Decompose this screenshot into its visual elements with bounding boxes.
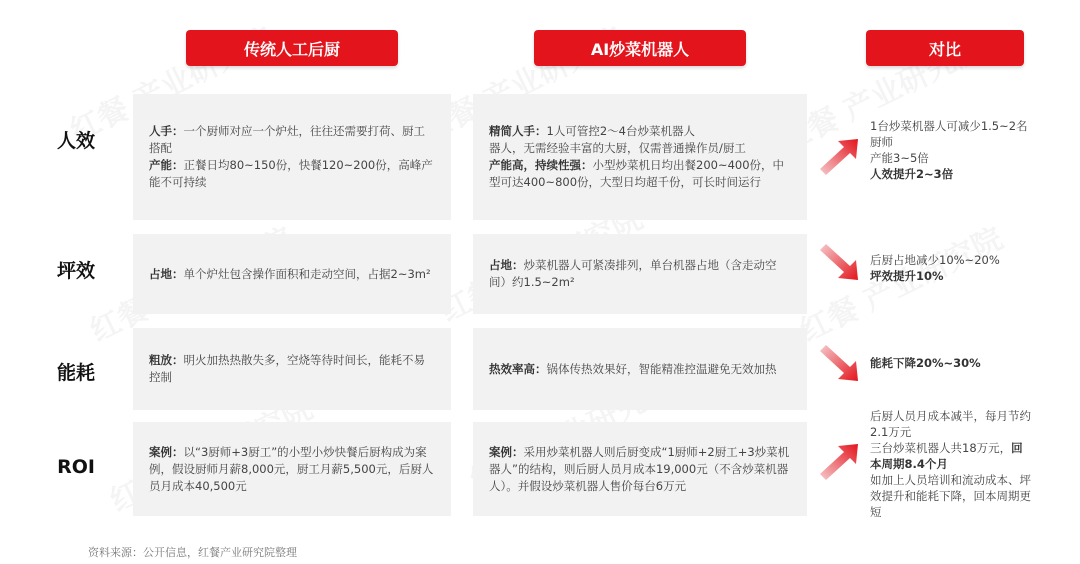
increase-arrow-icon <box>816 440 862 480</box>
text: 明火加热热散失多，空烧等待时间长，能耗不易控制 <box>149 353 425 384</box>
text: 采用炒菜机器人则后厨变成“1厨师+2厨工+3炒菜机器人”的结构，则后厨人员月成本19,000元（不含炒菜机器人）。并假设炒菜机器人售价每台6万元 <box>489 444 790 493</box>
key: 精简人手： <box>489 124 547 138</box>
key: 产能高，持续性强： <box>489 158 593 172</box>
ai-renxiao-box <box>473 94 807 220</box>
header-compare: 对比 <box>866 30 1024 66</box>
ai-roi-box <box>473 422 807 516</box>
key: 占地： <box>149 266 184 281</box>
compare-highlight: 坪效提升10% <box>870 269 944 283</box>
text: 单个炉灶包含操作面积和走动空间，占据2~3m² <box>183 266 431 281</box>
compare-line: 三台炒菜机器人共18万元， <box>870 441 1012 455</box>
row-label-renxiao: 人效 <box>56 130 95 152</box>
source-note: 资料来源：公开信息，红餐产业研究院整理 <box>88 546 297 559</box>
row-label-nenghao: 能耗 <box>56 362 95 384</box>
text: 以“3厨师+3厨工”的小型小炒快餐后厨构成为案例，假设厨师月薪8,000元，厨工月薪5,500元，后厨人员月成本40,500元 <box>149 444 434 493</box>
compare-roi <box>870 408 1032 520</box>
text: 锅体传热效果好，智能精准控温避免无效加热 <box>546 361 777 376</box>
text: 器人，无需经验丰富的大厨，仅需普通操作员/厨工 <box>489 141 746 155</box>
ai-pingxiao-box <box>473 234 807 314</box>
key: 案例： <box>489 444 524 459</box>
text: 正餐日均80~150份，快餐120~200份，高峰产能不可持续 <box>149 158 433 189</box>
key: 案例： <box>149 444 184 459</box>
compare-highlight: 能耗下降20%~30% <box>870 356 981 370</box>
decrease-arrow-icon <box>816 244 862 284</box>
key: 占地： <box>489 258 524 272</box>
key: 粗放： <box>149 353 184 367</box>
ai-nenghao-box <box>473 328 807 410</box>
text: 炒菜机器人可紧凑排列，单台机器占地（含走动空间）约1.5~2m² <box>489 258 777 289</box>
traditional-pingxiao-box <box>133 234 451 314</box>
row-label-roi: ROI <box>57 456 95 478</box>
compare-line: 如加上人员培训和流动成本、坪效提升和能耗下降，回本周期更短 <box>870 473 1031 519</box>
key: 产能： <box>149 158 184 172</box>
text: 一个厨师对应一个炉灶，往往还需要打荷、厨工搭配 <box>149 124 425 155</box>
compare-line: 产能3~5倍 <box>870 151 929 165</box>
compare-nenghao <box>870 355 1030 371</box>
compare-line: 1台炒菜机器人可减少1.5~2名厨师 <box>870 119 1028 149</box>
compare-highlight: 人效提升2~3倍 <box>870 167 954 181</box>
key: 热效率高： <box>489 361 547 376</box>
compare-highlight: 回本周期8.4个月 <box>870 441 1023 471</box>
header-traditional: 传统人工后厨 <box>186 30 398 66</box>
compare-line: 后厨占地减少10%~20% <box>870 253 1000 267</box>
compare-pingxiao <box>870 252 1030 284</box>
text: 1人可管控2～4台炒菜机器人 <box>546 124 695 138</box>
increase-arrow-icon <box>816 135 862 175</box>
compare-line: 后厨人员月成本减半，每月节约2.1万元 <box>870 409 1031 439</box>
traditional-renxiao-box <box>133 94 451 220</box>
traditional-roi-box <box>133 422 451 516</box>
decrease-arrow-icon <box>816 345 862 385</box>
compare-renxiao <box>870 118 1030 182</box>
header-ai: AI炒菜机器人 <box>534 30 746 66</box>
row-label-pingxiao: 坪效 <box>56 260 95 282</box>
key: 人手： <box>149 124 184 138</box>
text: 小型炒菜机日均出餐200~400份，中型可达400~800份，大型日均超千份，可长时间运行 <box>489 158 785 189</box>
traditional-nenghao-box <box>133 328 451 410</box>
